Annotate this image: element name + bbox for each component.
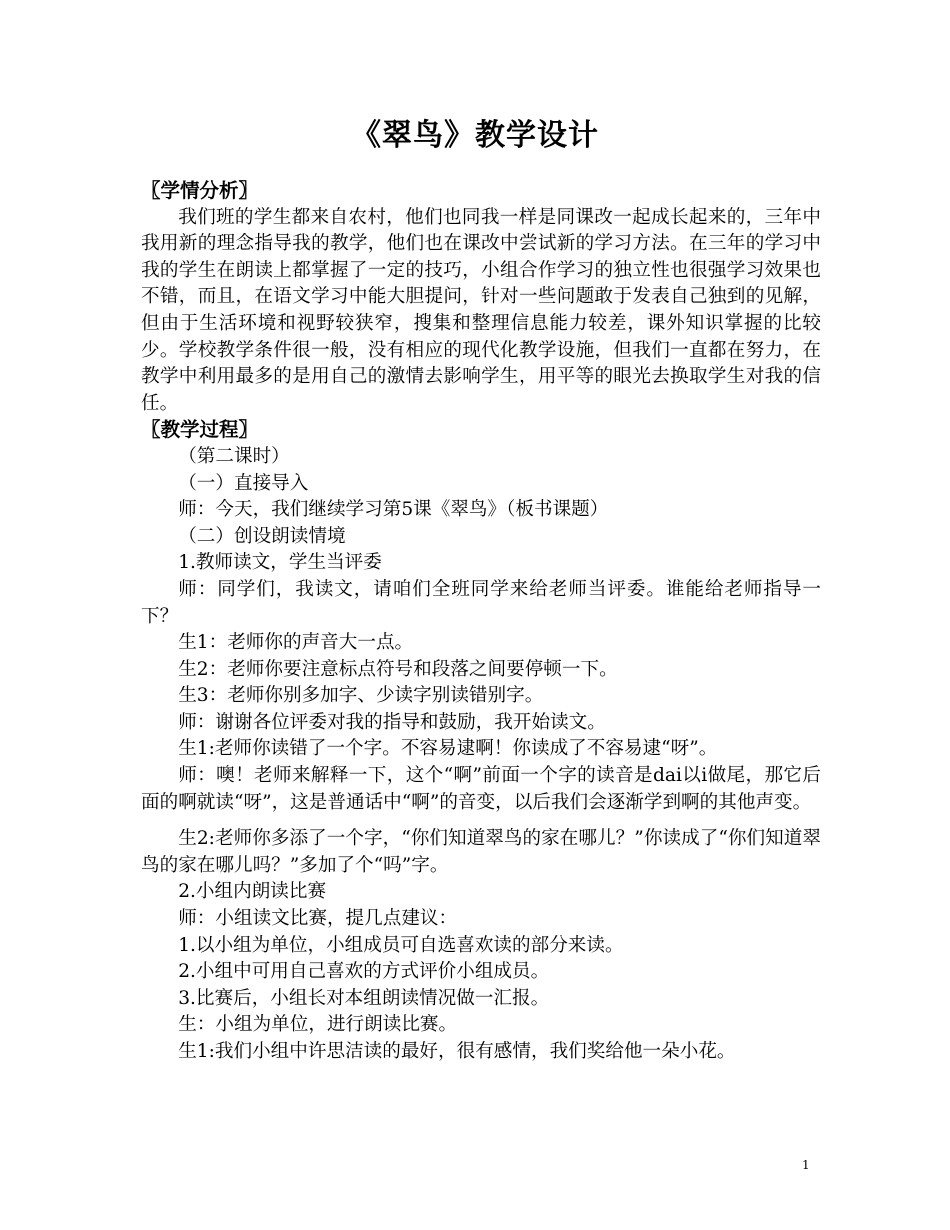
- lesson-label: （第二课时）: [178, 445, 290, 467]
- step1-student2-line: 生2：老师你要注意标点符号和段落之间要停顿一下。: [178, 658, 618, 680]
- step2-title: 2.小组内朗读比赛: [178, 881, 327, 903]
- step1-title: 1.教师读文，学生当评委: [178, 552, 382, 574]
- analysis-heading: 〖学情分析〗: [141, 179, 259, 202]
- page-number: 1: [802, 1158, 810, 1172]
- part2-title: （二）创设朗读情境: [178, 525, 346, 547]
- step2-rule-3: 3.比赛后，小组长对本组朗读情况做一汇报。: [178, 987, 550, 1009]
- document-body: [141, 178, 821, 1066]
- part1-teacher-line: 师：今天，我们继续学习第5课《翠鸟》（板书课题）: [178, 499, 609, 521]
- step2-teacher-line: 师：小组读文比赛，提几点建议：: [178, 908, 458, 930]
- step2-rule-2: 2.小组中可用自己喜欢的方式评价小组成员。: [178, 961, 550, 983]
- step2-students-line: 生：小组为单位，进行朗读比赛。: [178, 1014, 458, 1036]
- document-title: 《翠鸟》教学设计: [351, 118, 599, 153]
- step1-student2-feedback: 生2:老师你多添了一个字，“你们知道翠鸟的家在哪儿？”你读成了“你们知道翠鸟的家在哪儿吗？”多加了个“吗”字。: [141, 828, 821, 876]
- step2-student1-line: 生1:我们小组中许思洁读的最好，很有感情，我们奖给他一朵小花。: [178, 1041, 736, 1062]
- step1-student1-feedback: 生1:老师你读错了一个字。不容易逮啊！你读成了不容易逮“呀”。: [178, 738, 718, 760]
- process-heading: 〖教学过程〗: [141, 418, 259, 442]
- step2-rule-1: 1.以小组为单位，小组成员可自选喜欢读的部分来读。: [178, 934, 624, 956]
- step1-teacher-line: 师：同学们，我读文，请咱们全班同学来给老师当评委。谁能给老师指导一下？: [141, 578, 821, 627]
- step1-student3-line: 生3：老师你别多加字、少读字别读错别字。: [178, 685, 544, 707]
- step1-teacher-explanation: 师：噢！老师来解释一下，这个“啊”前面一个字的读音是dai以i做尾，那它后面的啊就读“呀”，这是普通话中“啊”的音变，以后我们会逐渐学到啊的其他声变。: [141, 765, 821, 813]
- part1-title: （一）直接导入: [178, 472, 309, 494]
- step1-student1-line: 生1：老师你的声音大一点。: [178, 632, 414, 654]
- analysis-paragraph: 我们班的学生都来自农村，他们也同我一样是同课改一起成长起来的，三年中我用新的理念指导我的教学，他们也在课改中尝试新的学习方法。在三年的学习中我的学生在朗读上都掌握了一定的技巧，小组合作学习的独立性也很强学习效果也不错，而且，在语文学习中能大胆提问，针对一些问题敢于发表自己独到的见解，但由于生活环境和视野较狭窄，搜集和整理信息能力较差，课外知识掌握的比较少。学校教学条件很一般，没有相应的现代化教学设施，但我们一直都在努力，在教学中利用最多的是用自己的激情去影响学生，用平等的眼光去换取学生对我的信任。: [141, 206, 821, 414]
- step1-teacher-reply: 师：谢谢各位评委对我的指导和鼓励，我开始读文。: [178, 711, 606, 733]
